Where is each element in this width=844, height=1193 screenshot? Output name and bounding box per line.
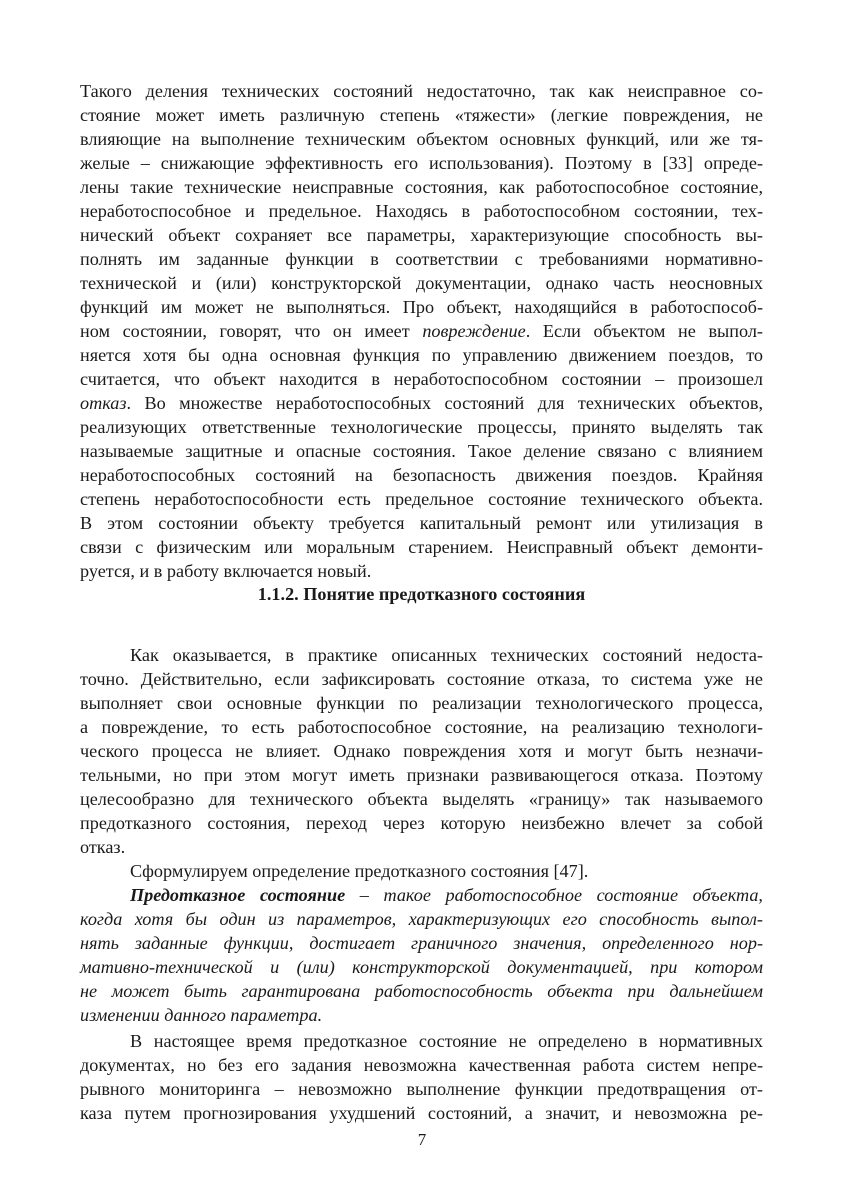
text-line: ческого процесса не влияет. Однако повреждения хотя и могут быть незначи-	[80, 741, 763, 761]
text-line: связи с физическим или моральным старением. Неисправный объект демонти-	[80, 537, 763, 557]
text-line: неработоспособных состояний на безопасность движения поездов. Крайняя	[80, 465, 763, 485]
text-line	[80, 319, 763, 343]
text-line: нический объект сохраняет все параметры, характеризующие способность вы-	[80, 225, 763, 245]
text-line: Такого деления технических состояний недостаточно, так как неисправное со-	[80, 81, 763, 101]
definition-line: не может быть гарантирована работоспособность объекта при дальнейшем	[80, 981, 763, 1001]
text-line: полнять им заданные функции в соответствии с требованиями нормативно-	[80, 249, 763, 269]
text-line: а повреждение, то есть работоспособное состояние, на реализацию технологи-	[80, 717, 763, 737]
text-line: Сформулируем определение предотказного состояния [47].	[130, 861, 589, 881]
page-number: 7	[417, 1130, 427, 1149]
definition-text: – такое работоспособное состояние объекта,	[345, 885, 763, 905]
text-line: технической и (или) конструкторской документации, однако часть неосновных	[80, 273, 763, 293]
text-segment: . Во множестве неработоспособных состояний для технических объектов,	[126, 393, 763, 413]
definition-line: когда хотя бы один из параметров, характеризующих его способность выпол-	[80, 909, 763, 929]
text-line: тельными, но при этом могут иметь признаки развивающегося отказа. Поэтому	[80, 765, 763, 785]
text-segment: ном состоянии, говорят, что он имеет	[80, 321, 423, 341]
text-line: функций им может не выполняться. Про объект, находящийся в работоспособ-	[80, 297, 763, 317]
definition-line: изменении данного параметра.	[80, 1005, 323, 1025]
text-line: целесообразно для технического объекта выделять «границу» так называемого	[80, 789, 763, 809]
text-line: предотказного состояния, переход через которую неизбежно влечет за собой	[80, 813, 763, 833]
text-line: реализующих ответственные технологические процессы, принято выделять так	[80, 417, 763, 437]
text-line: няется хотя бы одна основная функция по управлению движением поездов, то	[80, 345, 763, 365]
text-line: желые – снижающие эффективность его использования). Поэтому в [33] опреде-	[80, 153, 763, 173]
text-line: В этом состоянии объекту требуется капитальный ремонт или утилизация в	[80, 513, 763, 533]
term-failure: отказ	[80, 393, 127, 413]
text-line: считается, что объект находится в неработоспособном состоянии – произошел	[80, 369, 763, 389]
text-line: документах, но без его задания невозможна качественная работа систем непре-	[80, 1055, 763, 1075]
text-line: отказ.	[80, 837, 126, 857]
text-line: точно. Действительно, если зафиксировать состояние отказа, то система уже не	[80, 669, 763, 689]
text-line: В настоящее время предотказное состояние не определено в нормативных	[130, 1031, 763, 1051]
definition-line: мативно-технической и (или) конструкторской документацией, при котором	[80, 957, 763, 977]
text-line: выполняет свои основные функции по реализации технологического процесса,	[80, 693, 763, 713]
definition-line: нять заданные функции, достигает граничного значения, определенного нор-	[80, 933, 763, 953]
definition-term: Предотказное состояние	[130, 885, 346, 905]
text-line: стояние может иметь различную степень «тяжести» (легкие повреждения, не	[80, 105, 763, 125]
text-line: называемые защитные и опасные состояния. Такое деление связано с влиянием	[80, 441, 763, 461]
section-heading: 1.1.2. Понятие предотказного состояния	[257, 584, 586, 604]
definition-line	[130, 883, 763, 907]
text-line: руется, и в работу включается новый.	[80, 561, 372, 581]
text-line: неработоспособное и предельное. Находясь в работоспособном состоянии, тех-	[80, 201, 763, 221]
text-line	[80, 391, 763, 415]
text-line: каза путем прогнозирования ухудшений состояний, а значит, и невозможна ре-	[80, 1103, 763, 1123]
text-line: влияющие на выполнение техническим объектом основных функций, или же тя-	[80, 129, 763, 149]
text-line: лены такие технические неисправные состояния, как работоспособное состояние,	[80, 177, 763, 197]
text-line: Как оказывается, в практике описанных технических состояний недоста-	[130, 645, 763, 665]
text-line: степень неработоспособности есть предельное состояние технического объекта.	[80, 489, 763, 509]
term-damage: повреждение	[422, 321, 526, 341]
text-segment: . Если объектом не выпол-	[525, 321, 763, 341]
text-line: рывного мониторинга – невозможно выполнение функции предотвращения от-	[80, 1079, 763, 1099]
